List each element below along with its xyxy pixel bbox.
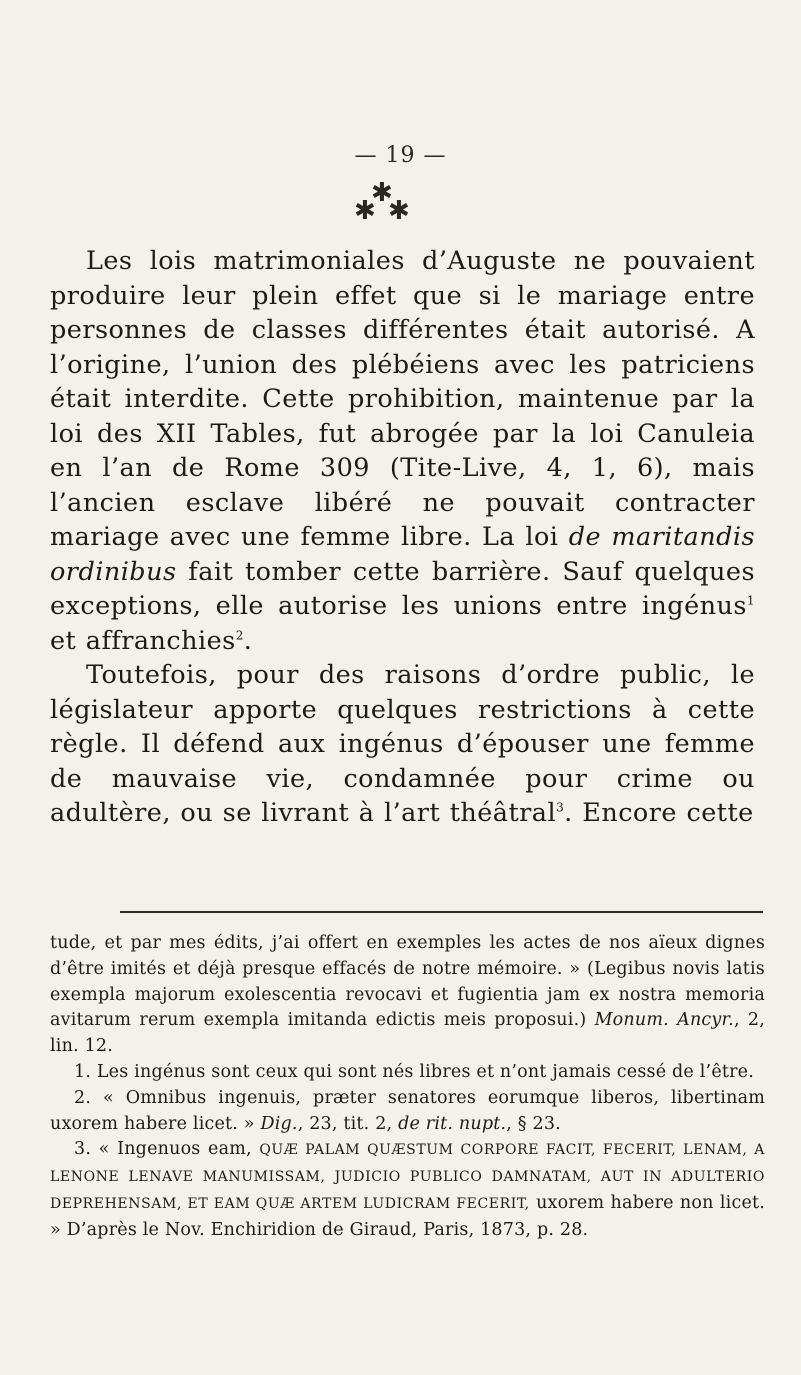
footnote-continuation: tude, et par mes édits, j’ai offert en exemples les actes de nos aïeux dignes d’être imités et déjà presque effacés de notre mémoire. » (Legibus novis latis exempla majorum exolescentia revocavi et fugientia jam ex nostra memoria avitarum rerum exempla imitanda edictis meis proposui.) Monum. Ancyr., 2, lin. 12. [50, 933, 766, 1057]
footnote-divider [120, 911, 763, 913]
paragraph-marriage-laws: Les lois matrimoniales d’Auguste ne pouvaient produire leur plein effet que si le mariage entre personnes de classes différentes était autorisé. A l’origine, l’union des plébéiens avec les patriciens était interdite. Cette prohibition, maintenue par la loi des XII Tables, fut abrogée par la loi Canuleia en l’an de Rome 309 (Tite-Live, 4, 1, 6), mais l’ancien esclave libéré ne pouvait contracter mariage avec une femme libre. La loi de maritandis ordinibus fait tomber cette barrière. Sauf quelques exceptions, elle autorise les unions entre ingénus$^1$ et affranchies$^2$. [50, 246, 755, 656]
footnote-1: 1. Les ingénus sont ceux qui sont nés libres et n’ont jamais cessé de l’être. [74, 1061, 754, 1082]
footnote-3: 3. « Ingenuos eam, QUÆ PALAM QUÆSTUM CORPORE FACIT, FECERIT, LENAM, A LENONE LENAVE MANUMISSAM, JUDICIO PUBLICO DAMNATAM, AUT IN ADULTERIO DEPREHENSAM, ET EAM QUÆ ARTEM LUDICRAM FECERIT, uxorem habere non licet. » D’après le Nov. Enchiridion de Giraud, Paris, 1873, p. 28. [50, 1139, 765, 1240]
footnote-ref-2: 2 [235, 628, 244, 642]
paragraph-restrictions: Toutefois, pour des raisons d’ordre public, le législateur apporte quelques restrictions à cette règle. Il défend aux ingénus d’épouser une femme de mauvaise vie, condamnée pour crime ou adultère, ou se livrant à l’art théâtral$^3$. Encore cette [50, 660, 755, 828]
main-text [50, 244, 755, 831]
footnote-2: 2. « Omnibus ingenuis, præter senatores eorumque liberos, libertinam uxorem habere licet. » Dig., 23, tit. 2, de rit. nupt., § 23. [50, 1087, 765, 1134]
asterism-icon: ✱ ✱ ✱ [354, 178, 410, 226]
page-number: — 19 — [354, 143, 447, 168]
footnote-ref-1: 1 [746, 593, 755, 608]
footnotes [50, 931, 765, 1244]
latin-title: de maritandis ordinibus [50, 522, 755, 587]
footnote-ref-3: 3 [556, 800, 565, 815]
